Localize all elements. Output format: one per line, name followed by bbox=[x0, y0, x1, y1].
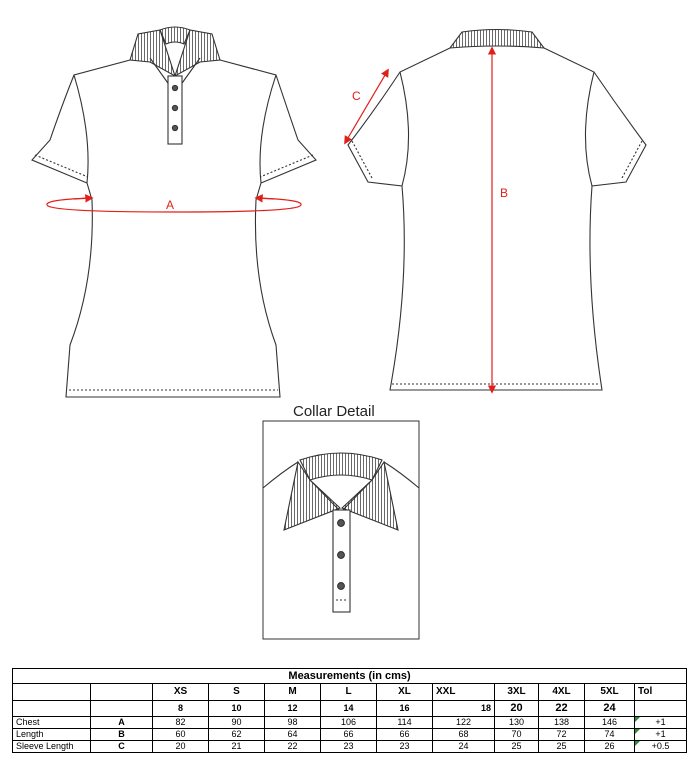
table-title-row bbox=[13, 669, 687, 684]
size-header: M bbox=[265, 684, 321, 701]
value-cell: 62 bbox=[209, 729, 265, 741]
comment-flag-icon bbox=[635, 729, 640, 734]
front-cuff-stitch bbox=[35, 155, 313, 177]
uk-size: 14 bbox=[321, 701, 377, 717]
value-cell: 74 bbox=[585, 729, 635, 741]
row-name: Chest bbox=[13, 717, 91, 729]
value-cell: 60 bbox=[153, 729, 209, 741]
value-cell: 23 bbox=[321, 741, 377, 753]
collar-button-3 bbox=[338, 583, 345, 590]
value-cell: 25 bbox=[495, 741, 539, 753]
sleeve-dimension-label: C bbox=[352, 89, 361, 103]
tolerance-cell bbox=[635, 717, 687, 729]
value-cell: 21 bbox=[209, 741, 265, 753]
measurements-table bbox=[12, 668, 687, 753]
value-cell: 122 bbox=[433, 717, 495, 729]
value-cell: 106 bbox=[321, 717, 377, 729]
size-header: XL bbox=[377, 684, 433, 701]
tolerance-value: +1 bbox=[655, 729, 666, 739]
comment-flag-icon bbox=[635, 717, 640, 722]
back-collar bbox=[450, 30, 544, 49]
value-cell: 66 bbox=[321, 729, 377, 741]
value-cell: 98 bbox=[265, 717, 321, 729]
size-header: XXL bbox=[433, 684, 495, 701]
sleeve-measure bbox=[345, 70, 388, 143]
value-cell: 66 bbox=[377, 729, 433, 741]
length-dimension-label: B bbox=[500, 186, 509, 200]
value-cell: 68 bbox=[433, 729, 495, 741]
comment-flag-icon bbox=[635, 741, 640, 746]
header-blank bbox=[91, 684, 153, 701]
size-header: 4XL bbox=[539, 684, 585, 701]
value-cell: 22 bbox=[265, 741, 321, 753]
uk-size-row bbox=[13, 701, 687, 717]
header-blank bbox=[13, 701, 91, 717]
value-cell: 70 bbox=[495, 729, 539, 741]
uk-size: 16 bbox=[377, 701, 433, 717]
collar-button-1 bbox=[338, 520, 345, 527]
row-code: A bbox=[91, 717, 153, 729]
uk-size: 10 bbox=[209, 701, 265, 717]
table-row bbox=[13, 729, 687, 741]
value-cell: 72 bbox=[539, 729, 585, 741]
tolerance-value: +1 bbox=[655, 717, 666, 727]
front-collar-band bbox=[160, 27, 190, 44]
back-body-outline bbox=[348, 48, 646, 390]
table-row bbox=[13, 741, 687, 753]
value-cell: 130 bbox=[495, 717, 539, 729]
chest-dimension-label: A bbox=[166, 198, 175, 212]
row-code: B bbox=[91, 729, 153, 741]
uk-size: 24 bbox=[585, 701, 635, 717]
value-cell: 146 bbox=[585, 717, 635, 729]
row-code: C bbox=[91, 741, 153, 753]
back-cuff-stitch bbox=[352, 141, 642, 178]
uk-size: 20 bbox=[495, 701, 539, 717]
value-cell: 64 bbox=[265, 729, 321, 741]
value-cell: 82 bbox=[153, 717, 209, 729]
value-cell: 90 bbox=[209, 717, 265, 729]
value-cell: 25 bbox=[539, 741, 585, 753]
tolerance-header: Tol bbox=[635, 684, 687, 701]
tolerance-cell bbox=[635, 741, 687, 753]
value-cell: 26 bbox=[585, 741, 635, 753]
collar-detail-title: Collar Detail bbox=[293, 403, 375, 420]
value-cell: 23 bbox=[377, 741, 433, 753]
size-header: XS bbox=[153, 684, 209, 701]
table-row bbox=[13, 717, 687, 729]
front-button-3 bbox=[172, 125, 177, 130]
tolerance-value: +0.5 bbox=[651, 741, 670, 751]
front-button-2 bbox=[172, 105, 177, 110]
size-header: 5XL bbox=[585, 684, 635, 701]
back-view bbox=[348, 30, 646, 391]
uk-size: 18 bbox=[433, 701, 495, 717]
row-name: Sleeve Length bbox=[13, 741, 91, 753]
header-blank bbox=[635, 701, 687, 717]
size-header-row bbox=[13, 684, 687, 701]
size-header: 3XL bbox=[495, 684, 539, 701]
collar-detail-drawing bbox=[263, 453, 419, 612]
size-header: L bbox=[321, 684, 377, 701]
value-cell: 114 bbox=[377, 717, 433, 729]
table-title: Measurements (in cms) bbox=[13, 669, 687, 684]
size-header: S bbox=[209, 684, 265, 701]
collar-detail-band bbox=[300, 453, 382, 480]
header-blank bbox=[91, 701, 153, 717]
value-cell: 20 bbox=[153, 741, 209, 753]
front-button-1 bbox=[172, 85, 177, 90]
back-sleeve-seam bbox=[400, 72, 594, 186]
value-cell: 138 bbox=[539, 717, 585, 729]
tolerance-cell bbox=[635, 729, 687, 741]
value-cell: 24 bbox=[433, 741, 495, 753]
collar-button-2 bbox=[338, 552, 345, 559]
uk-size: 8 bbox=[153, 701, 209, 717]
uk-size: 12 bbox=[265, 701, 321, 717]
row-name: Length bbox=[13, 729, 91, 741]
header-blank bbox=[13, 684, 91, 701]
uk-size: 22 bbox=[539, 701, 585, 717]
